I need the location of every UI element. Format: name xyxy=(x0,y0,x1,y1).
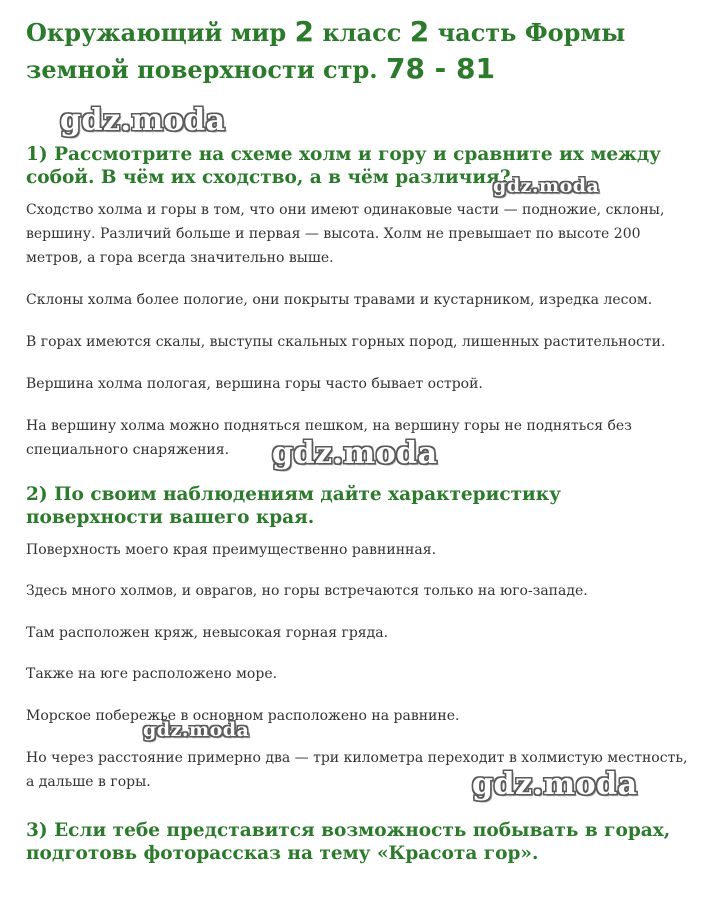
answer-1-paragraph-5: На вершину холма можно подняться пешком, на вершину горы не подняться без специального снаряжения. xyxy=(26,418,632,458)
answer-2-paragraph-4: Также на юге расположено море. xyxy=(26,666,278,682)
title-text-1: Окружающий мир xyxy=(26,18,295,47)
answer-2-paragraph-1: Поверхность моего края преимущественно равнинная. xyxy=(26,542,437,558)
watermark-logo: gdz.moda xyxy=(272,436,438,471)
page-title xyxy=(26,14,696,88)
answer-1-paragraph-2: Склоны холма более пологие, они покрыты травами и кустарником, изредка лесом. xyxy=(26,292,653,308)
watermark-logo: gdz.moda xyxy=(143,719,250,741)
title-grade: 2 xyxy=(294,15,314,48)
answer-1-paragraph-1: Сходство холма и горы в том, что они имеют одинаковые части — подножие, склоны, вершину. Различий больше и первая — высота. Холм не превышает по высоте 200 метров, а гора всегда значительно выше. xyxy=(26,202,665,266)
answer-2-paragraph-5: Морское побережье в основном расположено на равнине. xyxy=(26,708,460,724)
watermark-logo: gdz.moda xyxy=(472,767,638,802)
answer-2-paragraph-6: Но через расстояние примерно два — три километра переходит в холмистую местность, а дальше в горы. xyxy=(26,750,688,790)
question-2-heading: 2) По своим наблюдениям дайте характеристику поверхности вашего края. xyxy=(26,484,561,528)
title-text-2: класс xyxy=(313,18,410,47)
answer-1-paragraph-4: Вершина холма пологая, вершина горы часто бывает острой. xyxy=(26,376,483,392)
title-text-3: часть Формы земной поверхности стр. xyxy=(26,18,626,84)
question-1-heading: 1) Рассмотрите на схеме холм и гору и сравните их между собой. В чём их сходство, а в чём различия? xyxy=(26,144,662,188)
answer-1-paragraph-3: В горах имеются скалы, выступы скальных горных пород, лишенных растительности. xyxy=(26,334,666,350)
watermark-logo: gdz.moda xyxy=(493,175,600,197)
title-volume: 2 xyxy=(409,15,430,48)
title-pages: 78 - 81 xyxy=(385,52,496,85)
question-3-heading: 3) Если тебе представится возможность побывать в горах, подготовь фоторассказ на тему «Красота гор». xyxy=(26,820,671,864)
answer-2-paragraph-2: Здесь много холмов, и оврагов, но горы встречаются только на юго-западе. xyxy=(26,583,588,599)
watermark-logo: gdz.moda xyxy=(60,103,226,138)
answer-2-paragraph-3: Там расположен кряж, невысокая горная гряда. xyxy=(26,625,389,641)
